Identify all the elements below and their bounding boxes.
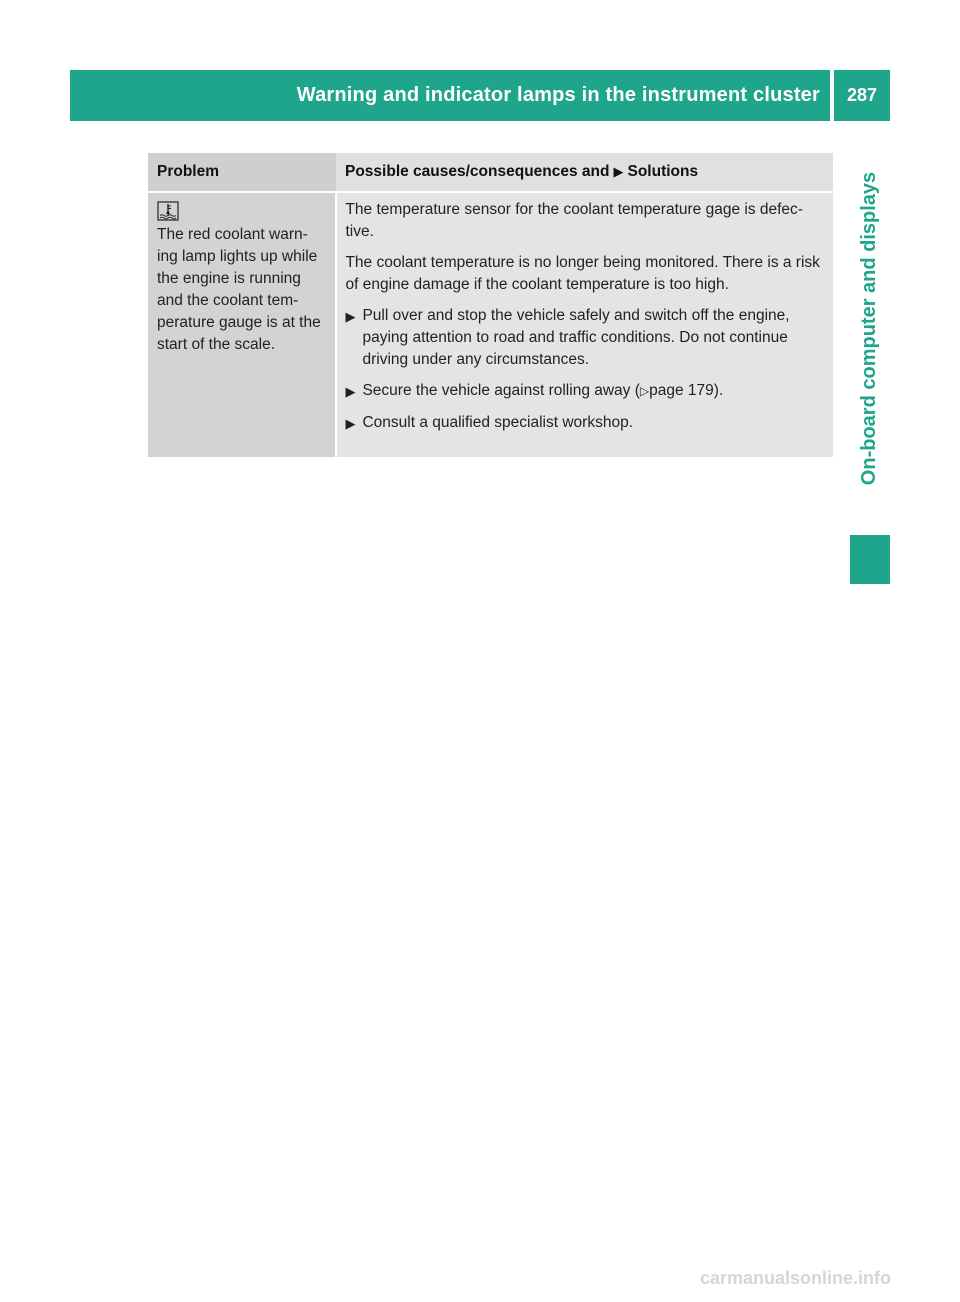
solution-step bbox=[345, 305, 827, 371]
column-header-solutions bbox=[336, 153, 833, 191]
column-header-solutions-label-2: Solutions bbox=[627, 163, 699, 180]
page-number: 287 bbox=[846, 85, 878, 105]
step-arrow-icon: ▶ bbox=[345, 384, 356, 399]
solutions-cell bbox=[337, 193, 833, 457]
table-row bbox=[148, 193, 833, 457]
header-bar bbox=[70, 70, 830, 121]
table-header bbox=[148, 153, 833, 191]
step-arrow-icon: ▶ bbox=[345, 416, 356, 431]
column-header-problem-label: Problem bbox=[157, 163, 220, 180]
column-header-problem bbox=[148, 153, 336, 191]
action-arrow-icon: ▶ bbox=[613, 164, 624, 179]
section-title: Warning and indicator lamps in the instrument cluster bbox=[296, 84, 820, 106]
footer-watermark: carmanualsonline.info bbox=[700, 1268, 892, 1288]
warning-table bbox=[148, 153, 833, 457]
side-tab bbox=[850, 128, 890, 528]
step-text: Pull over and stop the vehicle safely and switch off the engine, paying attention to road and traffic conditions. Do not continue driving under any circumstances. bbox=[362, 307, 790, 368]
side-tab-marker bbox=[850, 535, 890, 584]
page-number-box bbox=[834, 70, 890, 121]
step-text bbox=[362, 380, 827, 403]
problem-description: The red coolant warn- ing lamp lights up while the engine is running and the coolant tem- perature gauge is at the start of the scale. bbox=[157, 226, 321, 353]
coolant-temperature-icon bbox=[157, 201, 179, 221]
solution-step bbox=[345, 412, 827, 435]
step-text: Consult a qualified specialist workshop. bbox=[362, 414, 633, 431]
column-header-solutions-label: Possible causes/consequences and bbox=[345, 163, 610, 180]
page-reference-arrow-icon: ▷ bbox=[639, 384, 650, 398]
page-reference-link[interactable]: page 179). bbox=[649, 382, 724, 399]
step-text-part: Secure the vehicle against rolling away ( bbox=[362, 382, 640, 399]
side-tab-label: On-board computer and displays bbox=[858, 171, 881, 485]
cause-text: The temperature sensor for the coolant temperature gage is defec- tive. bbox=[345, 201, 803, 240]
solution-step bbox=[345, 380, 827, 403]
step-arrow-icon: ▶ bbox=[345, 309, 356, 324]
problem-cell bbox=[148, 193, 335, 457]
consequence-text: The coolant temperature is no longer being monitored. There is a risk of engine damage if the coolant temperature is too high. bbox=[345, 254, 820, 293]
